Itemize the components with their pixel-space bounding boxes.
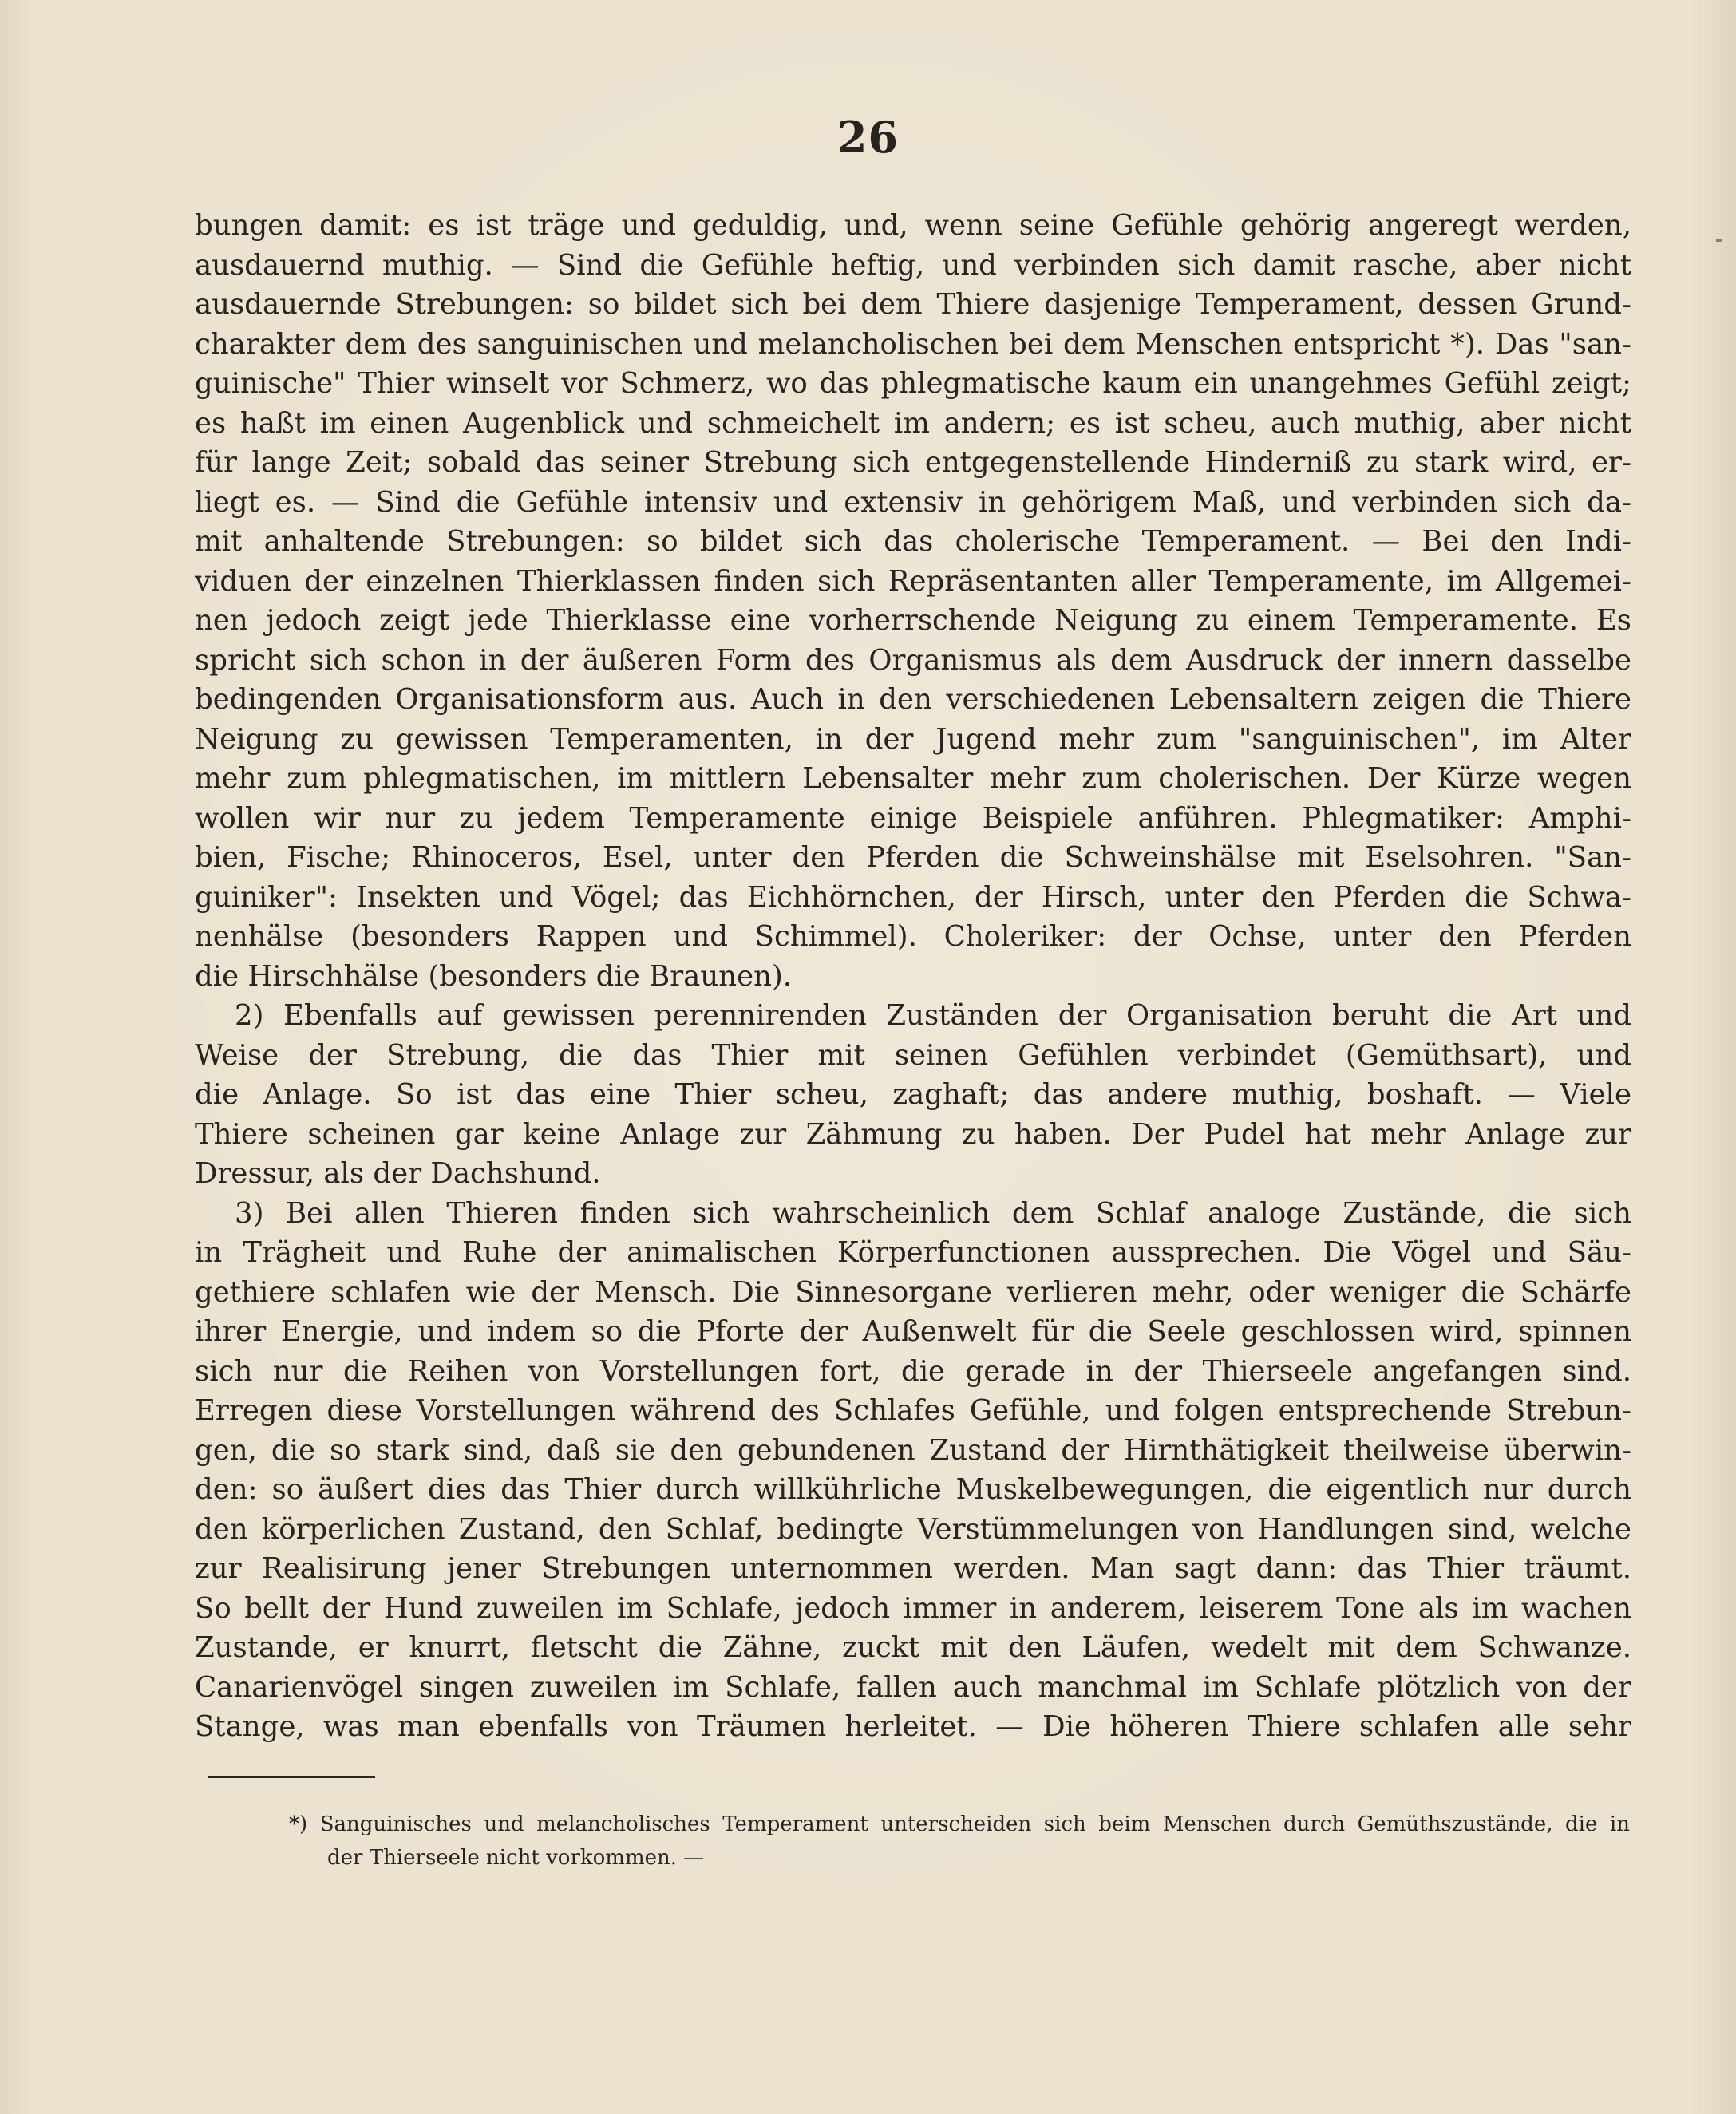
text-line: sich nur die Reihen von Vorstellungen fort, die gerade in der Thierseele angefangen sind. xyxy=(195,1354,1631,1388)
footnotes xyxy=(289,1808,1630,1875)
text-line: liegt es. — Sind die Gefühle intensiv und extensiv in gehörigem Maß, und verbinden sich da- xyxy=(195,485,1631,519)
text-line: den: so äußert dies das Thier durch willkührliche Muskelbewegungen, die eigentlich nur durch xyxy=(195,1473,1631,1506)
text-line: Erregen diese Vorstellungen während des Schlafes Gefühle, und folgen entsprechende Strebun- xyxy=(195,1394,1631,1427)
footnote-line: der Thierseele nicht vorkommen. — xyxy=(327,1846,705,1870)
text-line: 3) Bei allen Thieren finden sich wahrscheinlich dem Schlaf analoge Zustände, die sich xyxy=(235,1196,1631,1230)
body-text xyxy=(195,206,1631,1747)
text-line: 2) Ebenfalls auf gewissen perennirenden Zuständen der Organisation beruht die Art und xyxy=(235,999,1631,1032)
text-line: bungen damit: es ist träge und geduldig, und, wenn seine Gefühle gehörig angeregt werden, xyxy=(195,209,1631,242)
text-line: mit anhaltende Strebungen: so bildet sich das cholerische Temperament. — Bei den Indi- xyxy=(195,525,1631,558)
text-line: Canarienvögel singen zuweilen im Schlafe, fallen auch manchmal im Schlafe plötzlich von der xyxy=(195,1670,1631,1704)
text-line: die Anlage. So ist das eine Thier scheu, zaghaft; das andere muthig, boshaft. — Viele xyxy=(195,1078,1631,1111)
text-line: Dressur, als der Dachshund. xyxy=(195,1157,601,1190)
text-line: ausdauernde Strebungen: so bildet sich bei dem Thiere dasjenige Temperament, dessen Grund- xyxy=(195,288,1631,321)
text-line: bedingenden Organisationsform aus. Auch in den verschiedenen Lebensaltern zeigen die Thiere xyxy=(195,683,1631,716)
text-line: Neigung zu gewissen Temperamenten, in der Jugend mehr zum "sanguinischen", im Alter xyxy=(195,722,1631,756)
text-line: die Hirschhälse (besonders die Braunen). xyxy=(195,959,793,993)
text-line: ausdauernd muthig. — Sind die Gefühle heftig, und verbinden sich damit rasche, aber nicht xyxy=(195,248,1631,282)
text-line: Weise der Strebung, die das Thier mit seinen Gefühlen verbindet (Gemüthsart), und xyxy=(195,1038,1631,1072)
margin-mark xyxy=(1716,239,1722,242)
text-line: guiniker": Insekten und Vögel; das Eichhörnchen, der Hirsch, unter den Pferden die Schwa- xyxy=(195,880,1631,914)
text-line: den körperlichen Zustand, den Schlaf, bedingte Verstümmelungen von Handlungen sind, welche xyxy=(195,1512,1631,1546)
text-line: Stange, was man ebenfalls von Träumen herleitet. — Die höheren Thiere schlafen alle sehr xyxy=(195,1710,1631,1743)
text-line: wollen wir nur zu jedem Temperamente einige Beispiele anführen. Phlegmatiker: Amphi- xyxy=(195,801,1631,835)
text-line: gethiere schlafen wie der Mensch. Die Sinnesorgane verlieren mehr, oder weniger die Schärfe xyxy=(195,1275,1631,1309)
text-line: für lange Zeit; sobald das seiner Strebung sich entgegenstellende Hinderniß zu stark wird, er- xyxy=(195,446,1631,479)
text-line: Zustande, er knurrt, fletscht die Zähne, zuckt mit den Läufen, wedelt mit dem Schwanze. xyxy=(195,1631,1631,1664)
text-line: in Trägheit und Ruhe der animalischen Körperfunctionen aussprechen. Die Vögel und Säu- xyxy=(195,1236,1631,1269)
footnote-line: *) Sanguinisches und melancholisches Temperament unterscheiden sich beim Menschen durch Gemüthszustände, die in xyxy=(289,1812,1630,1836)
text-line: es haßt im einen Augenblick und schmeichelt im andern; es ist scheu, auch muthig, aber nicht xyxy=(195,406,1631,440)
text-line: gen, die so stark sind, daß sie den gebundenen Zustand der Hirnthätigkeit theilweise überwin- xyxy=(195,1433,1631,1467)
text-line: viduen der einzelnen Thierklassen finden sich Repräsentanten aller Temperamente, im Allgemei- xyxy=(195,564,1631,598)
text-line: nen jedoch zeigt jede Thierklasse eine vorherrschende Neigung zu einem Temperamente. Es xyxy=(195,604,1631,637)
text-line: spricht sich schon in der äußeren Form des Organismus als dem Ausdruck der innern dasselbe xyxy=(195,643,1631,677)
footnote-divider xyxy=(208,1776,375,1778)
text-line: charakter dem des sanguinischen und melancholischen bei dem Menschen entspricht *). Das "san- xyxy=(195,327,1631,361)
page-number: 26 xyxy=(836,112,900,163)
text-line: So bellt der Hund zuweilen im Schlafe, jedoch immer in anderem, leiserem Tone als im wachen xyxy=(195,1591,1631,1625)
text-line: Thiere scheinen gar keine Anlage zur Zähmung zu haben. Der Pudel hat mehr Anlage zur xyxy=(195,1117,1631,1151)
text-line: zur Realisirung jener Strebungen unternommen werden. Man sagt dann: das Thier träumt. xyxy=(195,1552,1631,1585)
text-line: guinische" Thier winselt vor Schmerz, wo das phlegmatische kaum ein unangehmes Gefühl zeigt; xyxy=(195,367,1631,400)
text-line: ihrer Energie, und indem so die Pforte der Außenwelt für die Seele geschlossen wird, spinnen xyxy=(195,1315,1631,1348)
text-line: bien, Fische; Rhinoceros, Esel, unter den Pferden die Schweinshälse mit Eselsohren. "San- xyxy=(195,841,1631,874)
text-line: nenhälse (besonders Rappen und Schimmel). Choleriker: der Ochse, unter den Pferden xyxy=(195,920,1631,953)
text-line: mehr zum phlegmatischen, im mittlern Lebensalter mehr zum cholerischen. Der Kürze wegen xyxy=(195,762,1631,795)
